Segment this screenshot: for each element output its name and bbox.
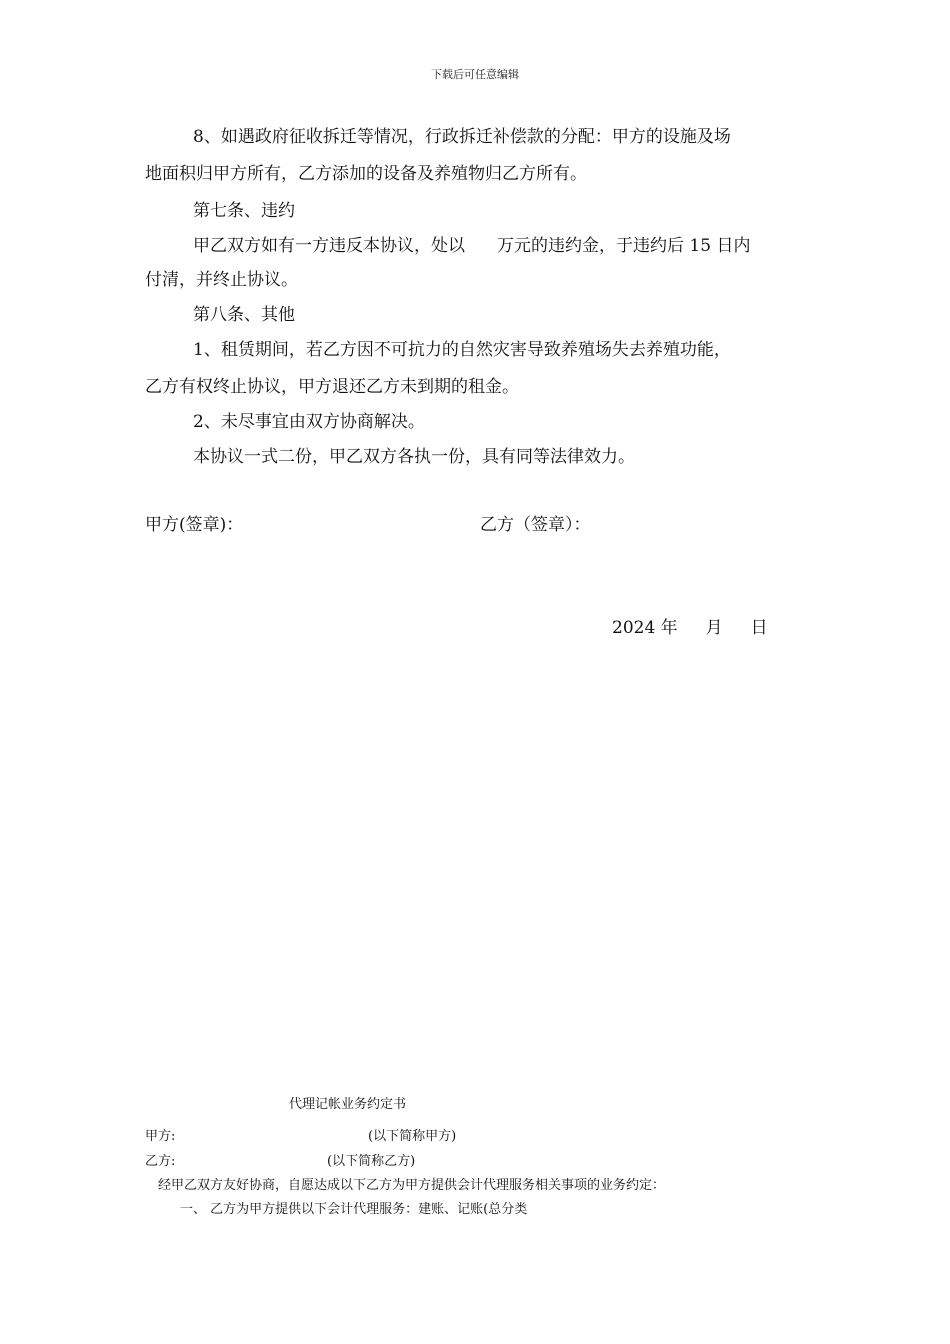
signature-party-b: 乙方（签章）： bbox=[480, 515, 591, 535]
second-doc-party-a-label: 甲方: bbox=[145, 1129, 176, 1144]
closing-statement: 本协议一式二份，甲乙双方各执一份，具有同等法律效力。 bbox=[193, 447, 635, 467]
date-day: 日 bbox=[750, 618, 768, 638]
article7-line1-part-a: 甲乙双方如有一方违反本协议，处以 bbox=[193, 236, 465, 256]
article7-title: 第七条、违约 bbox=[193, 201, 295, 221]
article7-line1-part-b: 万元的违约金，于违约后 15 日内 bbox=[497, 236, 751, 256]
second-doc-party-b-note: (以下简称乙方) bbox=[327, 1154, 416, 1169]
clause8-line1: 8、如遇政府征收拆迁等情况，行政拆迁补偿款的分配：甲方的设施及场 bbox=[193, 127, 731, 147]
second-doc-party-a-note: (以下简称甲方) bbox=[368, 1129, 457, 1144]
date-year: 2024 年 bbox=[612, 618, 678, 638]
clause8-line2: 地面积归甲方所有，乙方添加的设备及养殖物归乙方所有。 bbox=[145, 164, 587, 184]
article8-item1-line1: 1、租赁期间，若乙方因不可抗力的自然灾害导致养殖场失去养殖功能， bbox=[193, 340, 731, 360]
second-doc-party-b-label: 乙方: bbox=[145, 1154, 176, 1169]
date-line bbox=[612, 620, 768, 637]
article7-line2: 付清，并终止协议。 bbox=[145, 270, 298, 290]
article8-title: 第八条、其他 bbox=[193, 305, 295, 325]
date-month: 月 bbox=[705, 618, 723, 638]
second-doc-intro: 经甲乙双方友好协商，自愿达成以下乙方为甲方提供会计代理服务相关事项的业务约定： bbox=[158, 1178, 666, 1193]
second-doc-title: 代理记帐业务约定书 bbox=[289, 1097, 407, 1112]
header-note: 下载后可任意编辑 bbox=[431, 68, 519, 81]
article7-line1 bbox=[193, 238, 750, 255]
article8-item1-line2: 乙方有权终止协议，甲方退还乙方未到期的租金。 bbox=[145, 377, 519, 397]
second-doc-item1: 一、 乙方为甲方提供以下会计代理服务：建账、记账(总分类 bbox=[180, 1202, 528, 1217]
signature-party-a: 甲方(签章)： bbox=[145, 515, 244, 535]
article8-item2: 2、未尽事宜由双方协商解决。 bbox=[193, 412, 425, 432]
